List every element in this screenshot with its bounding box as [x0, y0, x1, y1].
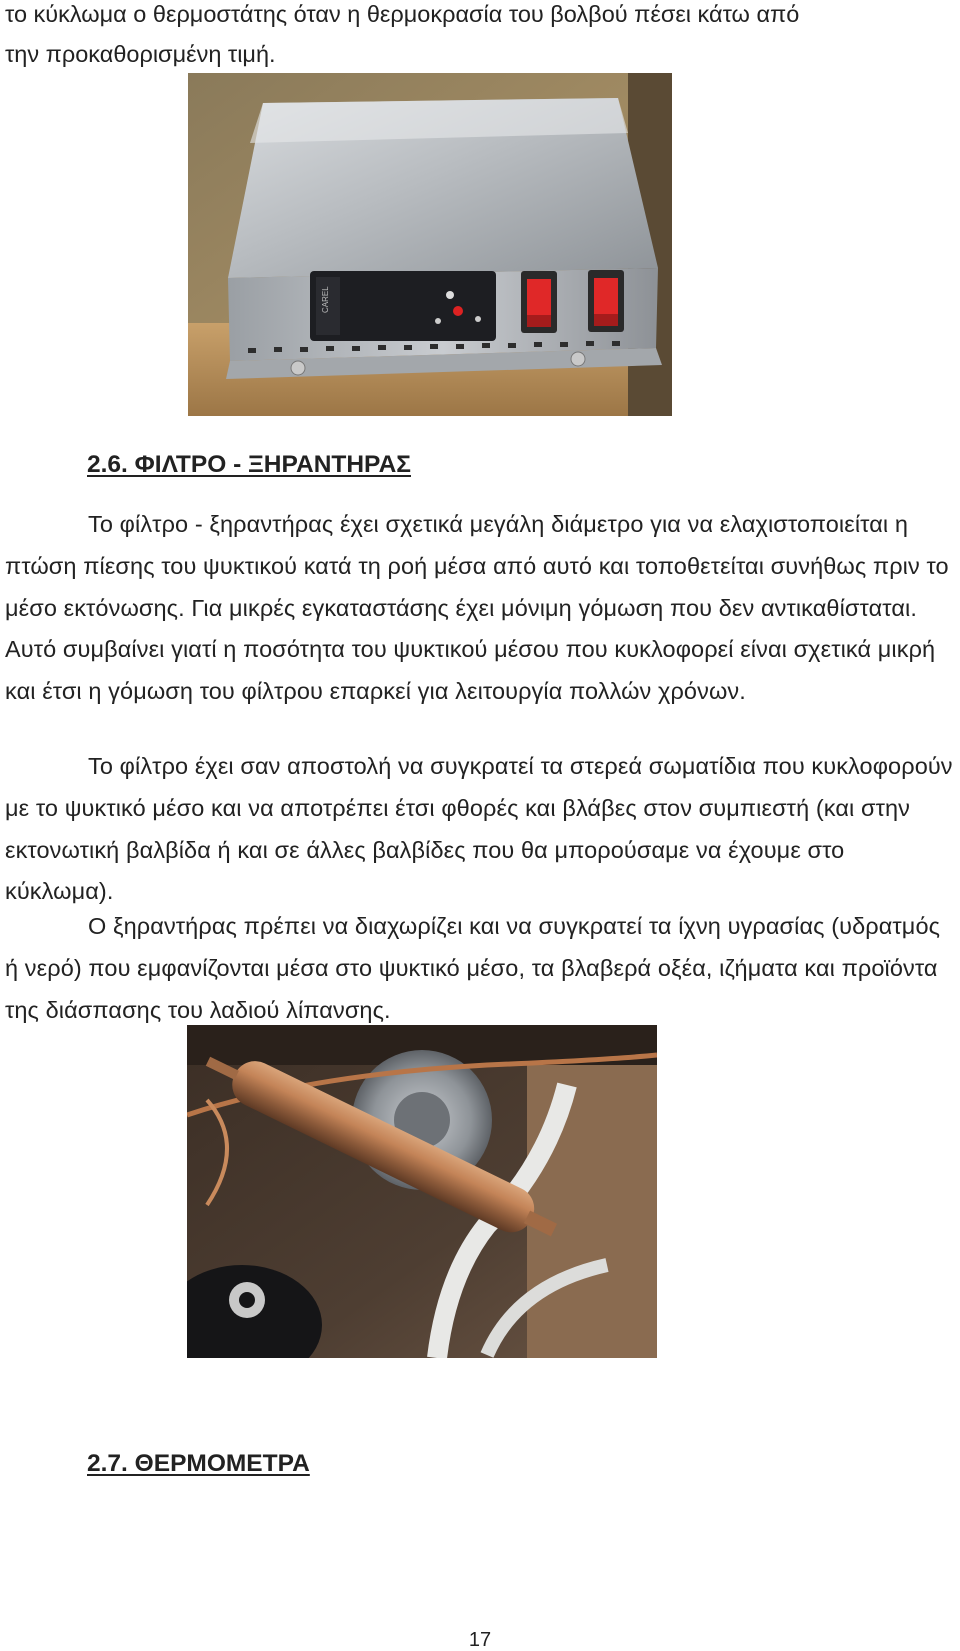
paragraph-filter-purpose: Το φίλτρο έχει σαν αποστολή να συγκρατεί τα στερεά σωματίδια που κυκλοφορούν με το ψυκτικό μέσο και να αποτρέπει έτσι φθορές και βλάβες στον συμπιεστή (και στην εκτονωτική βαλβίδα ή και σε άλλες βαλβίδες που θα μπορούσαμε να έχουμε στο κύκλωμα).	[5, 753, 953, 905]
paragraph-filter-intro: Το φίλτρο - ξηραντήρας έχει σχετικά μεγάλη διάμετρο για να ελαχιστοποιείται η πτώση πίεσης του ψυκτικού κατά τη ροή μέσα από αυτό και τοποθετείται συνήθως πριν το μέσο εκτόνωσης. Για μικρές εγκαταστάσης έχει μόνιμη γόμωση που δεν αντικαθίσταται. Αυτό συμβαίνει γιατί η ποσότητα του ψυκτικού μέσου που κυκλοφορεί είναι σχετικά μικρή και έτσι η γόμωση του φίλτρου επαρκεί για λειτουργία πολλών χρόνων.	[5, 511, 949, 705]
intro-line-1: το κύκλωμα ο θερμοστάτης όταν η θερμοκρασία του βολβού πέσει κάτω από	[5, 1, 800, 27]
device-brand-label: CAREL	[321, 286, 330, 313]
filter-drier-icon	[187, 1025, 657, 1358]
thermostat-controller-photo	[188, 73, 672, 416]
intro-line-2: την προκαθορισμένη τιμή.	[5, 41, 276, 67]
thermostat-controller-icon	[188, 73, 672, 416]
section-heading-2-7: 2.7. ΘΕΡΜΟΜΕΤΡΑ	[87, 1450, 310, 1477]
section-heading-2-6: 2.6. ΦΙΛΤΡΟ - ΞΗΡΑΝΤΗΡΑΣ	[87, 451, 411, 478]
paragraph-drier-purpose: Ο ξηραντήρας πρέπει να διαχωρίζει και να συγκρατεί τα ίχνη υγρασίας (υδρατμός ή νερό) που εμφανίζονται μέσα στο ψυκτικό μέσο, τα βλαβερά οξέα, ιζήματα και προϊόντα της διάσπασης του λαδιού λίπανσης.	[5, 913, 941, 1023]
page-number: 17	[468, 1629, 492, 1651]
filter-drier-photo	[187, 1025, 657, 1358]
